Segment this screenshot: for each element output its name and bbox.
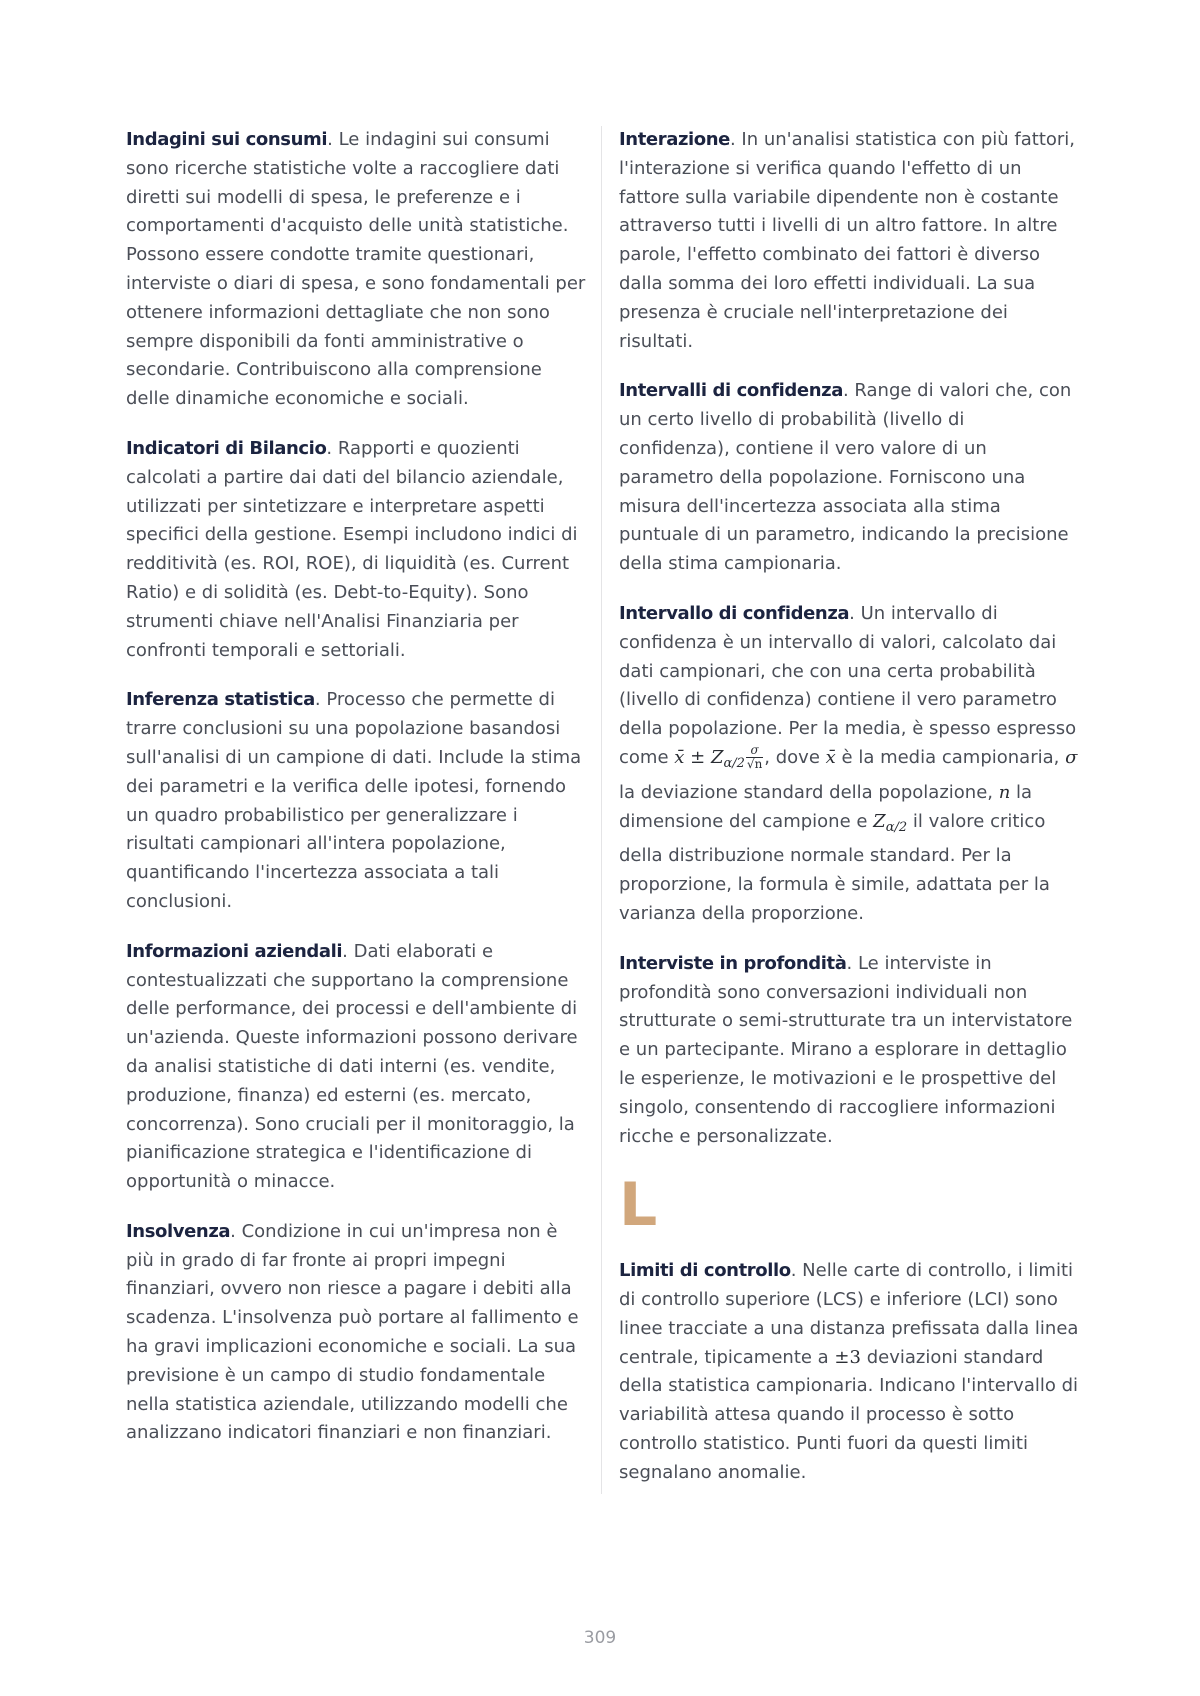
entry-term: Insolvenza <box>126 1220 231 1242</box>
entry-term: Indicatori di Bilancio <box>126 437 327 459</box>
entry-definition-part: . Nelle carte di controllo, i limiti di controllo superiore (LCS) e inferiore (LCI) sono linee tracciate a una distanza prefissata dalla linea centrale, tipicamente a <box>619 1260 1079 1368</box>
page-number: 309 <box>583 1628 617 1648</box>
entry-definition-part: è la media campionaria, <box>835 746 1066 768</box>
entry-term: Limiti di controllo <box>619 1260 791 1282</box>
math-n-inline: n <box>998 781 1011 803</box>
math-xbar: x̄ <box>674 746 685 768</box>
math-fraction <box>746 744 763 771</box>
math-z: Z <box>710 746 724 768</box>
math-fraction-numerator: σ <box>746 744 763 758</box>
entry-definition: . Range di valori che, con un certo livello di probabilità (livello di confidenza), contiene il vero valore di un parametro della popolazione. Forniscono una misura dell'incertezza associata alla stima puntuale di un parametro, indicando la precisione della stima campionaria. <box>619 380 1072 575</box>
entry-definition-part: la dimensione del campione e <box>619 781 1033 832</box>
entry-definition-part: deviazioni standard della statistica campionaria. Indicano l'intervallo di variabilità attesa quando il processo è sotto controllo statistico. Punti fuori da questi limiti segnalano anomalie. <box>619 1346 1079 1483</box>
confidence-interval-formula <box>674 743 764 772</box>
entry-definition-part: . Un intervallo di confidenza è un intervallo di valori, calcolato dai dati campionari, che con una certa probabilità (livello di confidenza) contiene il vero parametro della popolazione. Per la media, è spesso espresso come <box>619 602 1077 768</box>
entry-term: Indagini sui consumi <box>126 129 328 150</box>
math-subscript-alpha-half: α/2 <box>723 755 745 771</box>
math-z: Z <box>873 810 886 832</box>
entry-interazione <box>619 126 1079 356</box>
entry-indicatori-di-bilancio <box>126 435 586 665</box>
entry-term: Interazione <box>619 129 730 150</box>
entry-indagini-sui-consumi <box>126 126 586 414</box>
entry-definition: . Processo che permette di trarre conclusioni su una popolazione basandosi sull'analisi di un campione di dati. Include la stima dei parametri e la verifica delle ipotesi, fornendo un quadro probabilistico per generalizzare i risultati campionari all'intera popolazione, quantificando l'incertezza associata a tali conclusioni. <box>126 689 582 912</box>
left-column <box>126 126 586 1469</box>
entry-intervalli-di-confidenza <box>619 377 1079 579</box>
right-column <box>619 126 1079 1509</box>
entry-insolvenza <box>126 1218 586 1448</box>
entry-intervallo-di-confidenza <box>619 600 1079 929</box>
entry-inferenza-statistica <box>126 686 586 916</box>
entry-definition: . Rapporti e quozienti calcolati a partire dai dati del bilancio aziendale, utilizzati per sintetizzare e interpretare aspetti specifici della gestione. Esempi includono indici di redditività (es. ROI, ROE), di liquidità (es. Current Ratio) e di solidità (es. Debt-to-Equity). Sono strumenti chiave nell'Analisi Finanziaria per confronti temporali e settoriali. <box>126 437 578 661</box>
entry-definition: . Condizione in cui un'impresa non è più in grado di far fronte ai propri impegni finanziari, ovvero non riesce a pagare i debiti alla scadenza. L'insolvenza può portare al fallimento e ha gravi implicazioni economiche e sociali. La sua previsione è un campo di studio fondamentale nella statistica aziendale, utilizzando modelli che analizzano indicatori finanziari e non finanziari. <box>126 1220 579 1444</box>
section-letter-heading: L <box>619 1170 658 1241</box>
entry-informazioni-aziendali <box>126 938 586 1197</box>
entry-term: Intervallo di confidenza <box>619 602 850 624</box>
math-sigma-inline: σ <box>1065 746 1078 768</box>
math-subscript-alpha-half: α/2 <box>885 819 908 835</box>
math-xbar-inline: x̄ <box>825 746 836 768</box>
entry-definition-part: il valore critico della distribuzione normale standard. Per la proporzione, la formula è simile, adattata per la varianza della proporzione. <box>619 810 1050 924</box>
column-divider <box>601 126 602 1494</box>
math-z-alpha-half-inline <box>873 810 908 835</box>
entry-definition: . Le indagini sui consumi sono ricerche statistiche volte a raccogliere dati diretti sui modelli di spesa, le preferenze e i comportamenti d'acquisto delle unità statistiche. Possono essere condotte tramite questionari, interviste o diari di spesa, e sono fondamentali per ottenere informazioni dettagliate che non sono sempre disponibili da fonti amministrative o secondarie. Contribuiscono alla comprensione delle dinamiche economiche e sociali. <box>126 129 586 410</box>
entry-definition-part: , dove <box>764 746 826 768</box>
math-plus-minus-three: ±3 <box>834 1346 861 1368</box>
entry-definition: . Dati elaborati e contestualizzati che supportano la comprensione delle performance, dei processi e dell'ambiente di un'azienda. Queste informazioni possono derivare da analisi statistiche di dati interni (es. vendite, produzione, finanza) ed esterni (es. mercato, concorrenza). Sono cruciali per il monitoraggio, la pianificazione strategica e l'identificazione di opportunità o minacce. <box>126 940 578 1193</box>
entry-limiti-di-controllo <box>619 1257 1079 1487</box>
entry-term: Informazioni aziendali <box>126 940 343 962</box>
entry-definition: . Le interviste in profondità sono conversazioni individuali non strutturate o semi-strutturate tra un intervistatore e un partecipante. Mirano a esplorare in dettaglio le esperienze, le motivazioni e le prospettive del singolo, consentendo di raccogliere informazioni ricche e personalizzate. <box>619 952 1073 1147</box>
math-fraction-denominator: √n <box>746 757 763 772</box>
math-plus-minus: ± <box>690 746 706 768</box>
entry-interviste-in-profondita <box>619 950 1079 1152</box>
entry-definition: . In un'analisi statistica con più fattori, l'interazione si verifica quando l'effetto di un fattore sulla variabile dipendente non è costante attraverso tutti i livelli di un altro fattore. In altre parole, l'effetto combinato dei fattori è diverso dalla somma dei loro effetti individuali. La sua presenza è cruciale nell'interpretazione dei risultati. <box>619 129 1076 352</box>
entry-term: Intervalli di confidenza <box>619 380 843 402</box>
entry-term: Inferenza statistica <box>126 689 315 711</box>
entry-term: Interviste in profondità <box>619 952 847 974</box>
entry-definition-part: la deviazione standard della popolazione, <box>619 781 999 803</box>
